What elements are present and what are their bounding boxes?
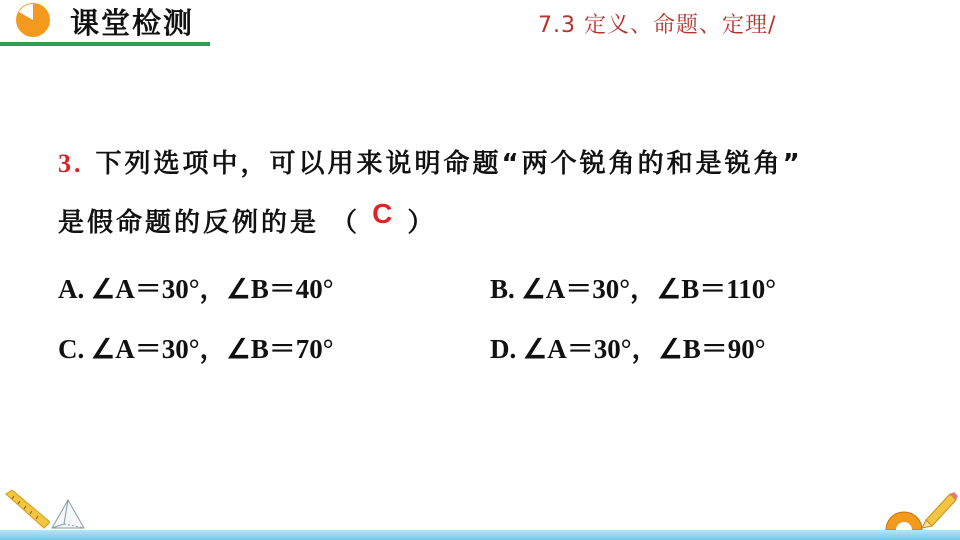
question-text-1: 下列选项中，可以用来说明命题“两个锐角的和是锐角” (83, 149, 803, 179)
option-a-text: ∠A＝30°，∠B＝40° (84, 274, 334, 304)
option-b (490, 267, 776, 306)
answer-text: C (372, 198, 396, 229)
chapter-title: 7.3 定义、命题、定理/ (538, 13, 777, 38)
option-d (490, 327, 766, 366)
bottom-bar (0, 530, 960, 540)
option-d-letter: D. (490, 334, 517, 364)
question-line-1 (58, 143, 803, 180)
option-a (58, 267, 334, 306)
option-c-letter: C. (58, 334, 85, 364)
question-text-2: 是假命题的反例的是 （ (58, 208, 373, 238)
option-a-letter: A. (58, 274, 85, 304)
pyramid-icon (50, 498, 86, 532)
question-text-2-suffix: ） (395, 208, 437, 238)
option-d-text: ∠A＝30°，∠B＝90° (516, 334, 766, 364)
question-number: 3. (58, 149, 84, 178)
question-line-2 (58, 198, 437, 239)
pencil-icon (920, 490, 958, 530)
option-c (58, 327, 334, 366)
option-c-text: ∠A＝30°，∠B＝70° (84, 334, 334, 364)
page-title: 课堂检测 (70, 6, 195, 40)
option-b-letter: B. (490, 274, 515, 304)
ruler-icon (4, 490, 50, 530)
protractor-icon (884, 508, 924, 532)
header-underline (0, 42, 210, 46)
option-b-text: ∠A＝30°，∠B＝110° (514, 274, 777, 304)
pie-icon (16, 3, 50, 37)
header (0, 0, 960, 48)
